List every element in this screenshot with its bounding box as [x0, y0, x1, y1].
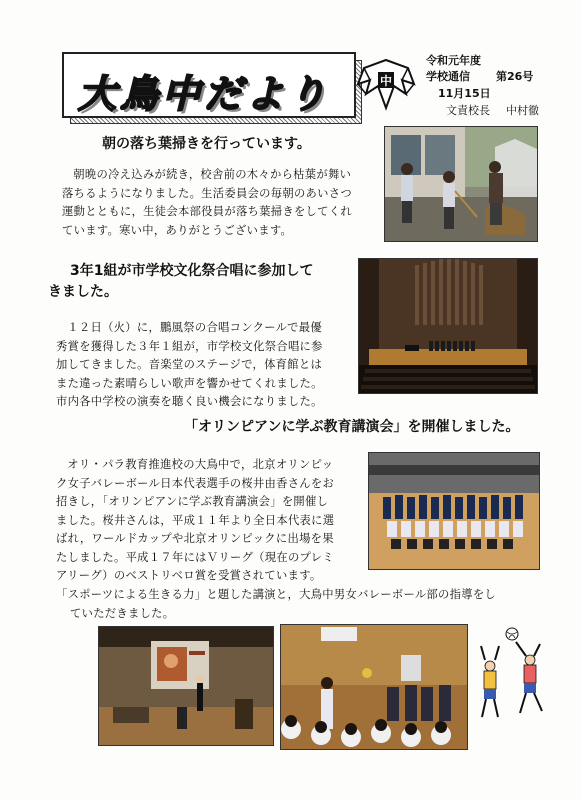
svg-text:中: 中 — [379, 74, 393, 88]
newsletter-label: 学校通信 — [426, 70, 470, 83]
article-3-title: 「オリンピアンに学ぶ教育講演会」を開催しました。 — [184, 419, 520, 435]
article-1-line: 落ちるようになりました。生活委員会の毎朝のあいさつ — [62, 186, 352, 200]
article-3-wide-line: 「スポーツによる生きる力」と題した講演と，大鳥中男女バレーボール部の指導をし — [56, 588, 497, 601]
photo-volleyball-coaching — [280, 624, 468, 750]
article-2-line: 市内各中学校の演奏を聴く良い機会になりました。 — [56, 395, 323, 408]
article-3-wide-line: ていただきました。 — [70, 606, 175, 620]
article-2-line: また違った素晴らしい歌声を響かせてくれました。 — [56, 376, 323, 390]
article-1-line: 運動とともに，生徒会本部役員が落ち葉掃きをしてくれ — [62, 205, 352, 218]
photo-concert-hall — [358, 258, 538, 394]
article-2-line: 加してきました。音楽堂のステージで，体育館とは — [56, 358, 323, 371]
article-1-body — [62, 166, 380, 240]
article-3-line: アリーグ）のベストリベロ賞を受賞されています。 — [56, 569, 322, 582]
photo-leaf-sweeping — [384, 126, 538, 242]
masthead-title: 大鳥中だより — [78, 72, 331, 116]
article-1-title: 朝の落ち葉掃きを行っています。 — [102, 136, 311, 152]
fiscal-year: 令和元年度 — [426, 54, 481, 67]
school-emblem-icon — [356, 54, 416, 112]
article-3-line: オリ・パラ教育推進校の大鳥中で，北京オリンピッ — [67, 458, 334, 471]
issue-date: 11月15日 — [438, 87, 491, 100]
photo-volleyball-team — [368, 452, 540, 570]
article-2-title-line-1: 3年1組が市学校文化祭合唱に参加して — [70, 263, 314, 279]
article-3-line: ク女子バレーボール日本代表選手の桜井由香さんをお — [56, 476, 335, 490]
article-3-line: 招きし，「オリンピアンに学ぶ教育講演会」を開催し — [56, 495, 329, 508]
author-role: 文責校長 — [446, 104, 490, 117]
article-1-line: 朝晩の冷え込みが続き，校舎前の木々から枯葉が舞い — [73, 168, 352, 181]
article-2-body — [56, 319, 356, 412]
article-3-body — [56, 456, 368, 586]
author-name: 中村徹 — [506, 104, 539, 117]
article-2-line: 秀賞を獲得した３年１組が，市学校文化祭合唱に参 — [56, 339, 323, 353]
issue-number: 第26号 — [496, 70, 534, 83]
article-3-line: ばれ，ワールドカップや北京オリンピックに出場を果 — [56, 532, 334, 545]
photo-lecture — [98, 626, 274, 746]
article-2-title-line-2: きました。 — [48, 284, 118, 300]
article-2-line: １２日（火）に，鵬風祭の合唱コンクールで最優 — [67, 321, 322, 334]
article-3-line: たしました。平成１７年にはＶリーグ（現在のプレミ — [56, 550, 334, 564]
article-1-line: ています。寒い中，ありがとうございます。 — [62, 223, 293, 237]
volleyball-illustration — [474, 626, 550, 726]
article-3-line: ました。桜井さんは，平成１１年より全日本代表に選 — [56, 513, 335, 527]
article-3-closing — [56, 586, 536, 623]
